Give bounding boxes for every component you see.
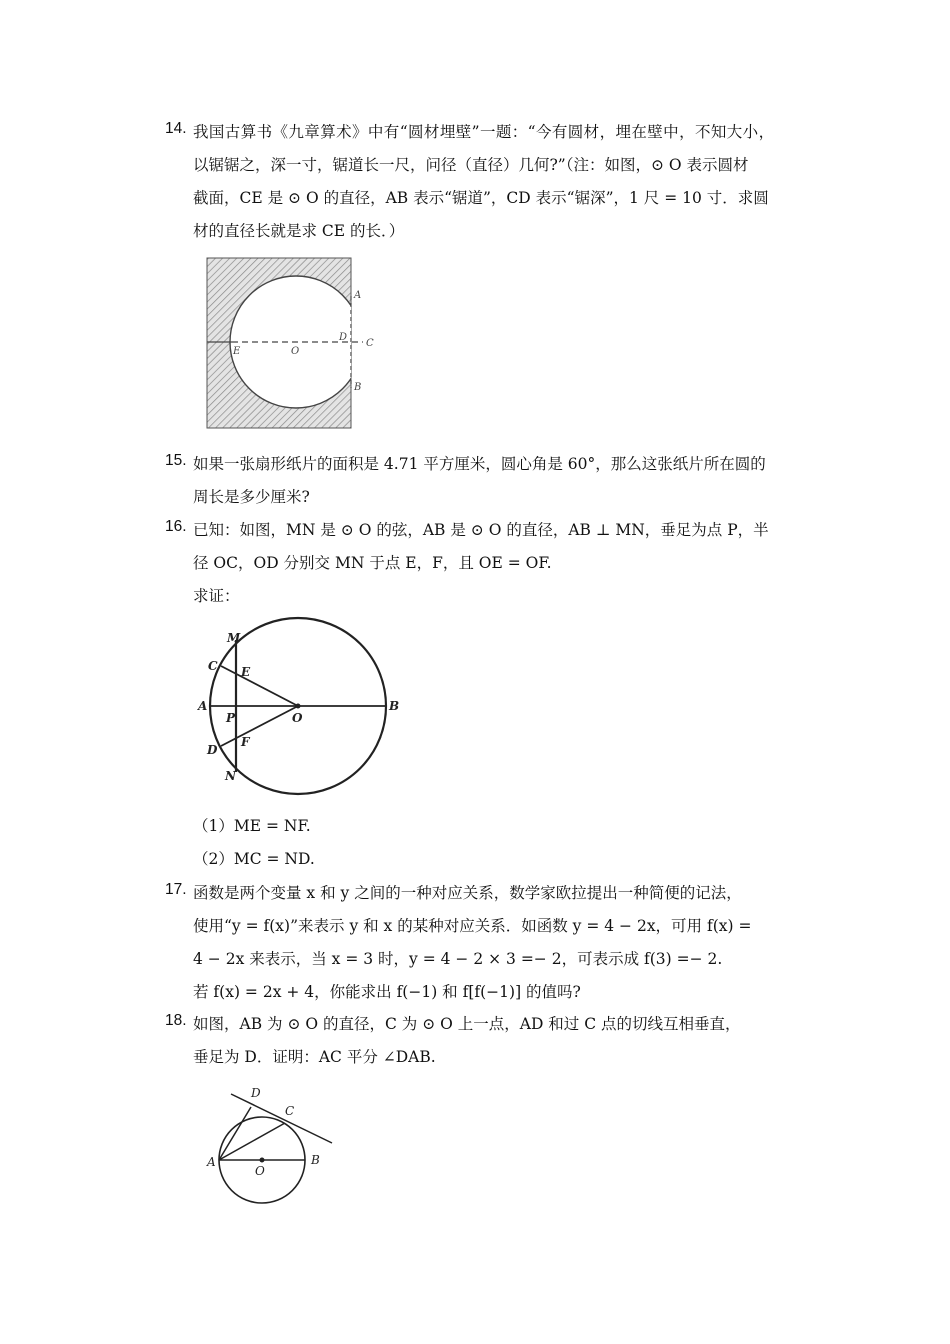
- q16-label-n: N: [225, 769, 236, 783]
- q16-number: 16.: [165, 518, 187, 535]
- q16-part-1: （1）ME = NF.: [193, 817, 311, 835]
- q14-label-e: E: [233, 346, 241, 357]
- q14-label-d: D: [339, 332, 348, 343]
- q15-number: 15.: [165, 452, 187, 469]
- q16-label-m: M: [227, 631, 241, 645]
- q18-label-o: O: [255, 1164, 265, 1178]
- q17-number: 17.: [165, 881, 187, 898]
- q14-label-c: C: [366, 338, 374, 349]
- q18-label-d: D: [251, 1086, 261, 1100]
- q18-number: 18.: [165, 1012, 187, 1029]
- q18-label-a: A: [207, 1155, 216, 1169]
- q14-number: 14.: [165, 120, 187, 137]
- q14-label-a: A: [354, 290, 362, 301]
- q16-label-p: P: [226, 711, 236, 725]
- q18-label-c: C: [285, 1104, 295, 1118]
- q16-label-a: A: [198, 699, 208, 713]
- q16-label-c: C: [208, 659, 218, 673]
- q16-label-e: E: [241, 665, 251, 679]
- q16-label-b: B: [389, 699, 400, 713]
- q14-label-o: O: [291, 346, 300, 357]
- q16-part-2: （2）MC = ND.: [193, 850, 315, 868]
- q14-figure: [200, 252, 374, 432]
- q14-label-b: B: [354, 382, 362, 393]
- q16-label-f: F: [241, 735, 250, 749]
- q18-label-b: B: [311, 1153, 320, 1167]
- q16-label-d: D: [207, 743, 218, 757]
- q18-figure: [200, 1082, 340, 1212]
- q16-figure: [195, 614, 405, 794]
- q16-label-o: O: [292, 711, 303, 725]
